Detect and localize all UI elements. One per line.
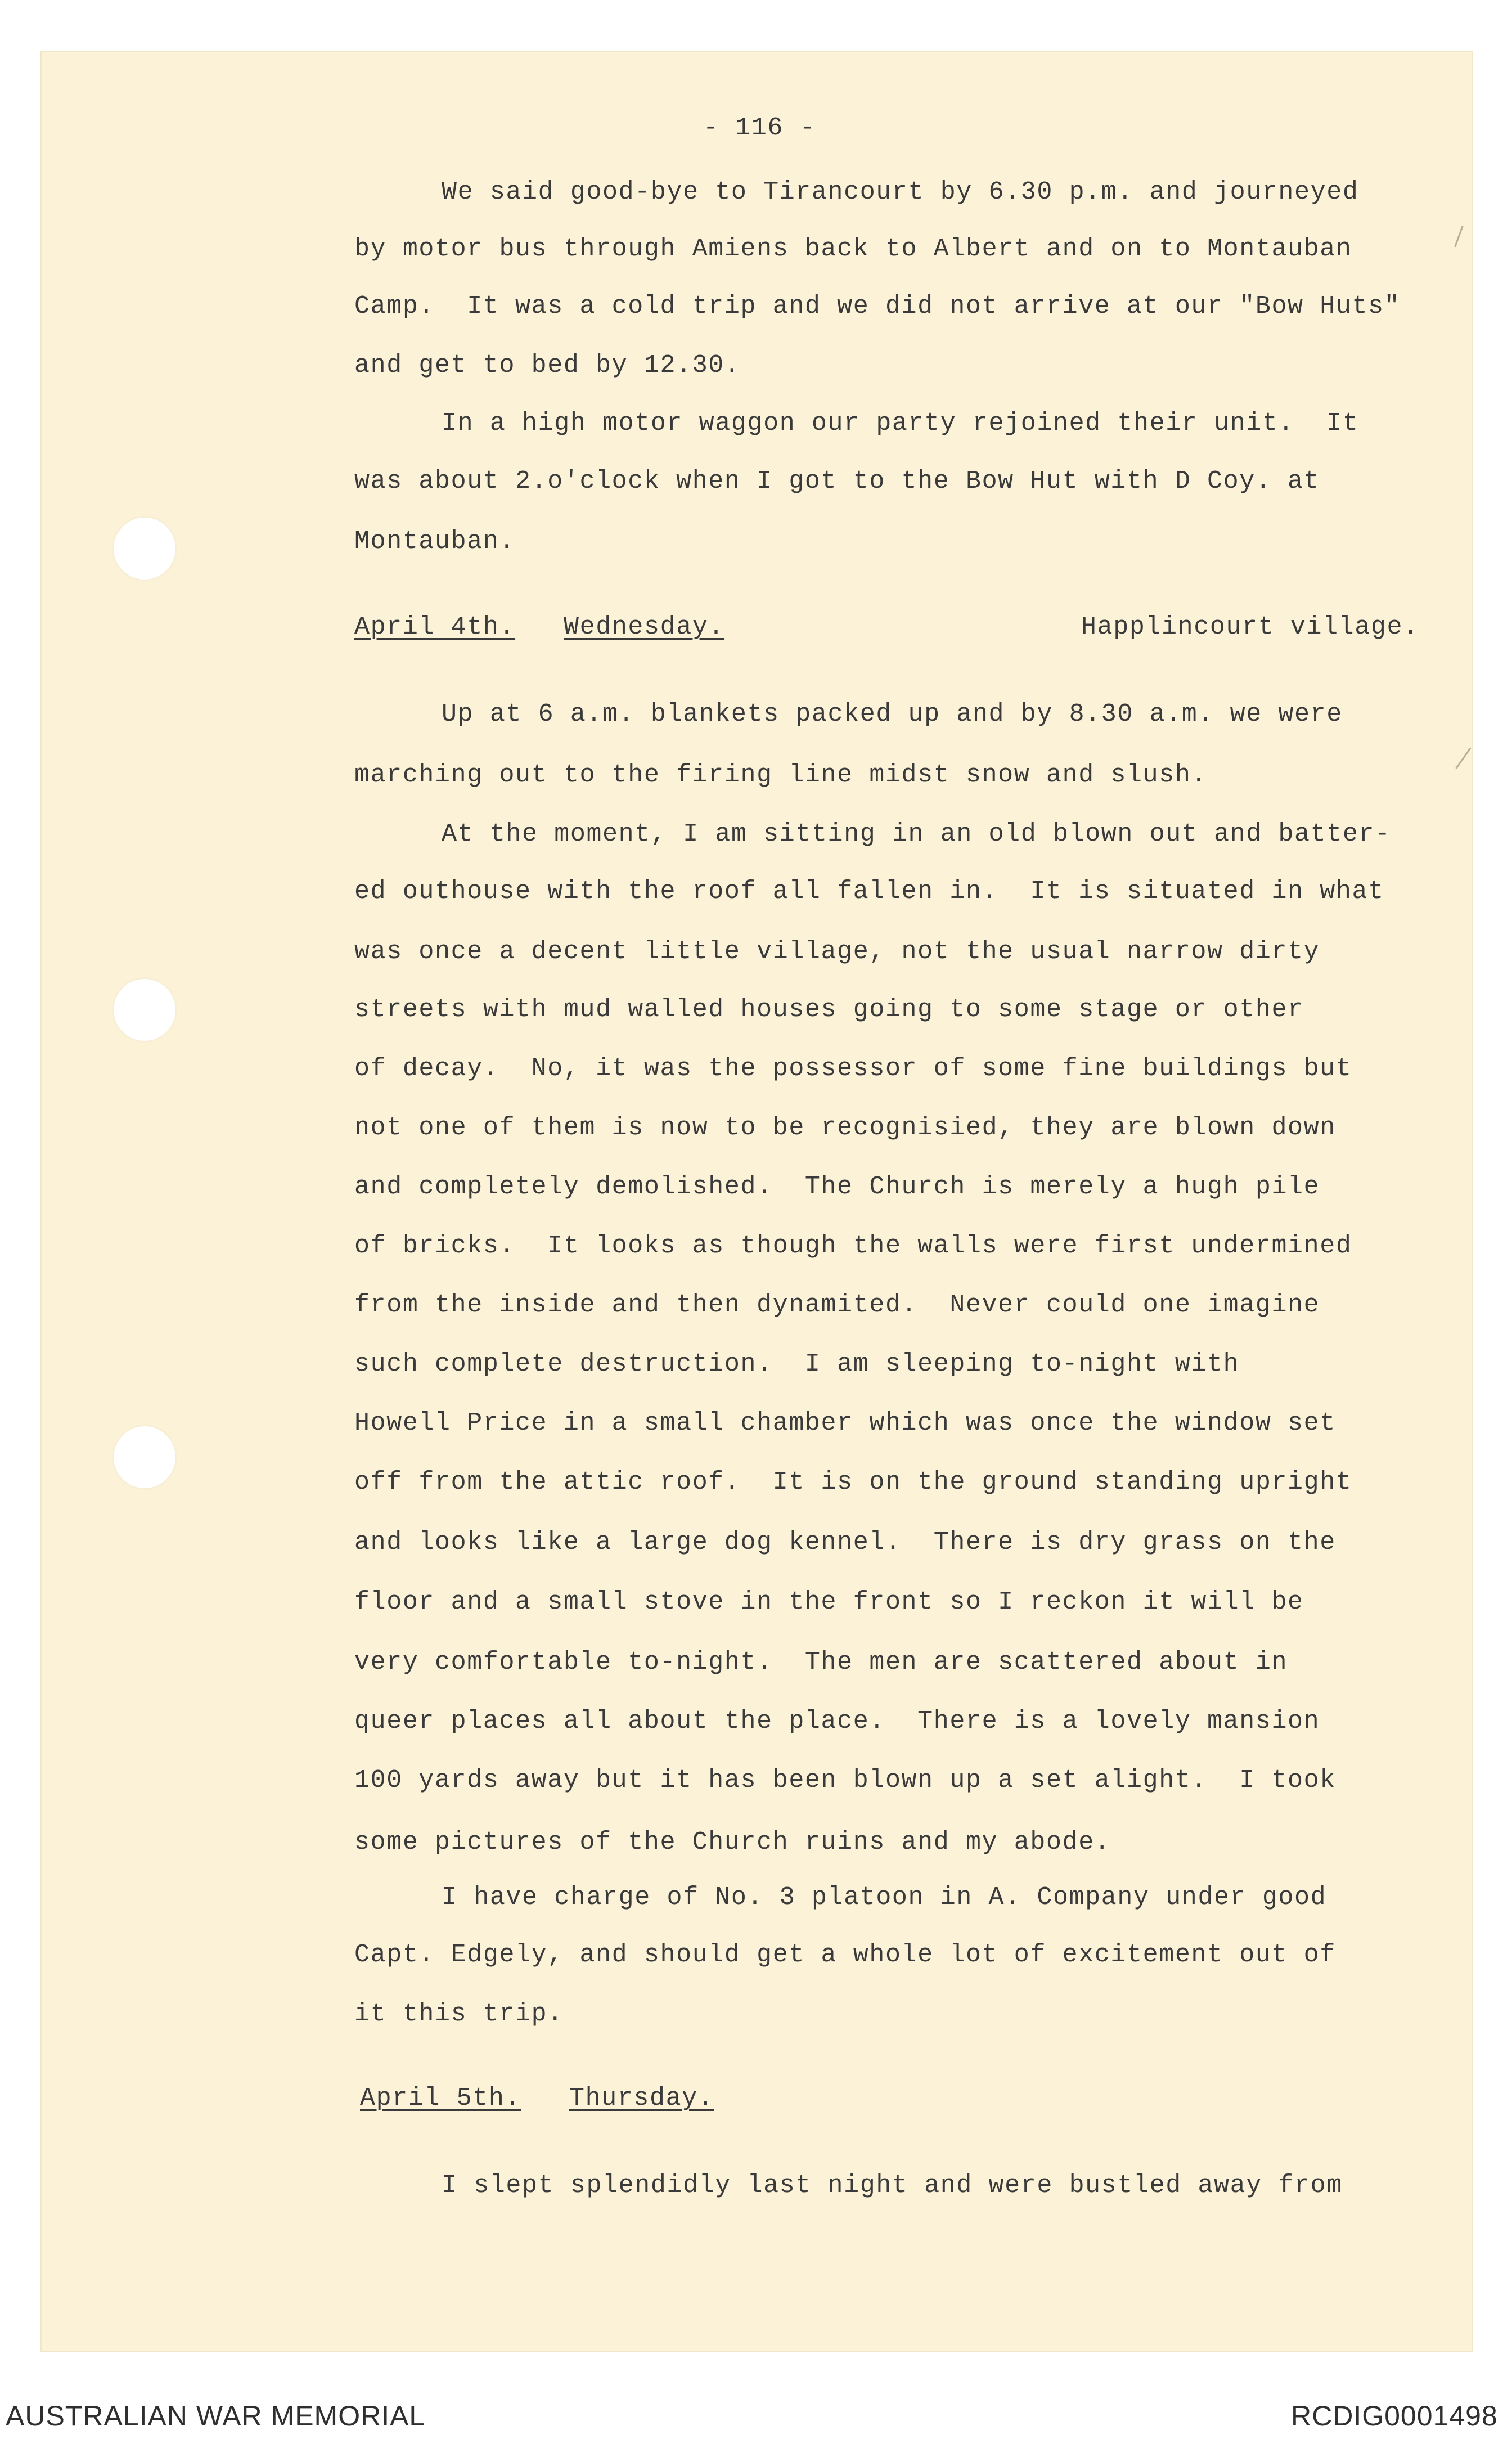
text-line: such complete destruction. I am sleeping to-night with	[354, 1350, 1240, 1378]
text-line: was about 2.o'clock when I got to the Bow Hut with D Coy. at	[354, 467, 1320, 496]
text-line: floor and a small stove in the front so I reckon it will be	[354, 1588, 1304, 1616]
text-line: not one of them is now to be recognisied, they are blown down	[354, 1113, 1336, 1142]
text-line: Up at 6 a.m. blankets packed up and by 8.30 a.m. we were	[442, 700, 1343, 729]
text-line: off from the attic roof. It is on the ground standing upright	[354, 1468, 1352, 1497]
text-line: marching out to the firing line midst snow and slush.	[354, 761, 1208, 789]
punch-hole	[114, 518, 176, 580]
text-line: 100 yards away but it has been blown up a set alight. I took	[354, 1766, 1336, 1795]
text-line: and looks like a large dog kennel. There is dry grass on the	[354, 1528, 1336, 1557]
text-line: queer places all about the place. There is a lovely mansion	[354, 1707, 1320, 1736]
text-line: it this trip.	[354, 2000, 564, 2028]
text-line: Capt. Edgely, and should get a whole lot of excitement out of	[354, 1941, 1336, 1969]
punch-hole	[114, 1426, 176, 1488]
text-line: Montauban.	[354, 527, 516, 556]
text-line: very comfortable to-night. The men are scattered about in	[354, 1648, 1288, 1677]
entry-day: Thursday.	[569, 2084, 714, 2113]
text-line: some pictures of the Church ruins and my abode.	[354, 1828, 1111, 1857]
page-number: - 116 -	[703, 114, 816, 142]
archive-credit: AUSTRALIAN WAR MEMORIAL	[6, 2400, 426, 2432]
entry-date: April 5th.	[360, 2084, 521, 2113]
text-line: was once a decent little village, not the usual narrow dirty	[354, 937, 1320, 966]
punch-hole	[114, 979, 176, 1041]
entry-date: April 4th.	[354, 613, 516, 641]
text-line: of decay. No, it was the possessor of some fine buildings but	[354, 1054, 1352, 1083]
text-line: and completely demolished. The Church is merely a hugh pile	[354, 1173, 1320, 1201]
text-line: At the moment, I am sitting in an old blown out and batter-	[442, 820, 1391, 848]
text-line: Camp. It was a cold trip and we did not arrive at our "Bow Huts"	[354, 292, 1401, 321]
text-line: of bricks. It looks as though the walls were first undermined	[354, 1232, 1352, 1260]
text-line: In a high motor waggon our party rejoined their unit. It	[442, 409, 1359, 438]
text-line: We said good-bye to Tirancourt by 6.30 p.m. and journeyed	[442, 178, 1359, 206]
text-line: I have charge of No. 3 platoon in A. Company under good	[442, 1883, 1327, 1912]
text-line: from the inside and then dynamited. Never could one imagine	[354, 1291, 1320, 1319]
pencil-mark	[1455, 747, 1471, 769]
archive-reference: RCDIG0001498	[1291, 2400, 1498, 2432]
entry-location: Happlincourt village.	[1081, 613, 1419, 641]
text-line: I slept splendidly last night and were bustled away from	[442, 2171, 1343, 2200]
text-line: by motor bus through Amiens back to Albert and on to Montauban	[354, 235, 1352, 263]
text-line: streets with mud walled houses going to some stage or other	[354, 995, 1304, 1024]
text-line: and get to bed by 12.30.	[354, 351, 741, 380]
text-line: ed outhouse with the roof all fallen in. It is situated in what	[354, 877, 1384, 906]
text-line: Howell Price in a small chamber which was once the window set	[354, 1409, 1336, 1438]
entry-day: Wednesday.	[564, 613, 725, 641]
pencil-mark	[1454, 226, 1464, 248]
